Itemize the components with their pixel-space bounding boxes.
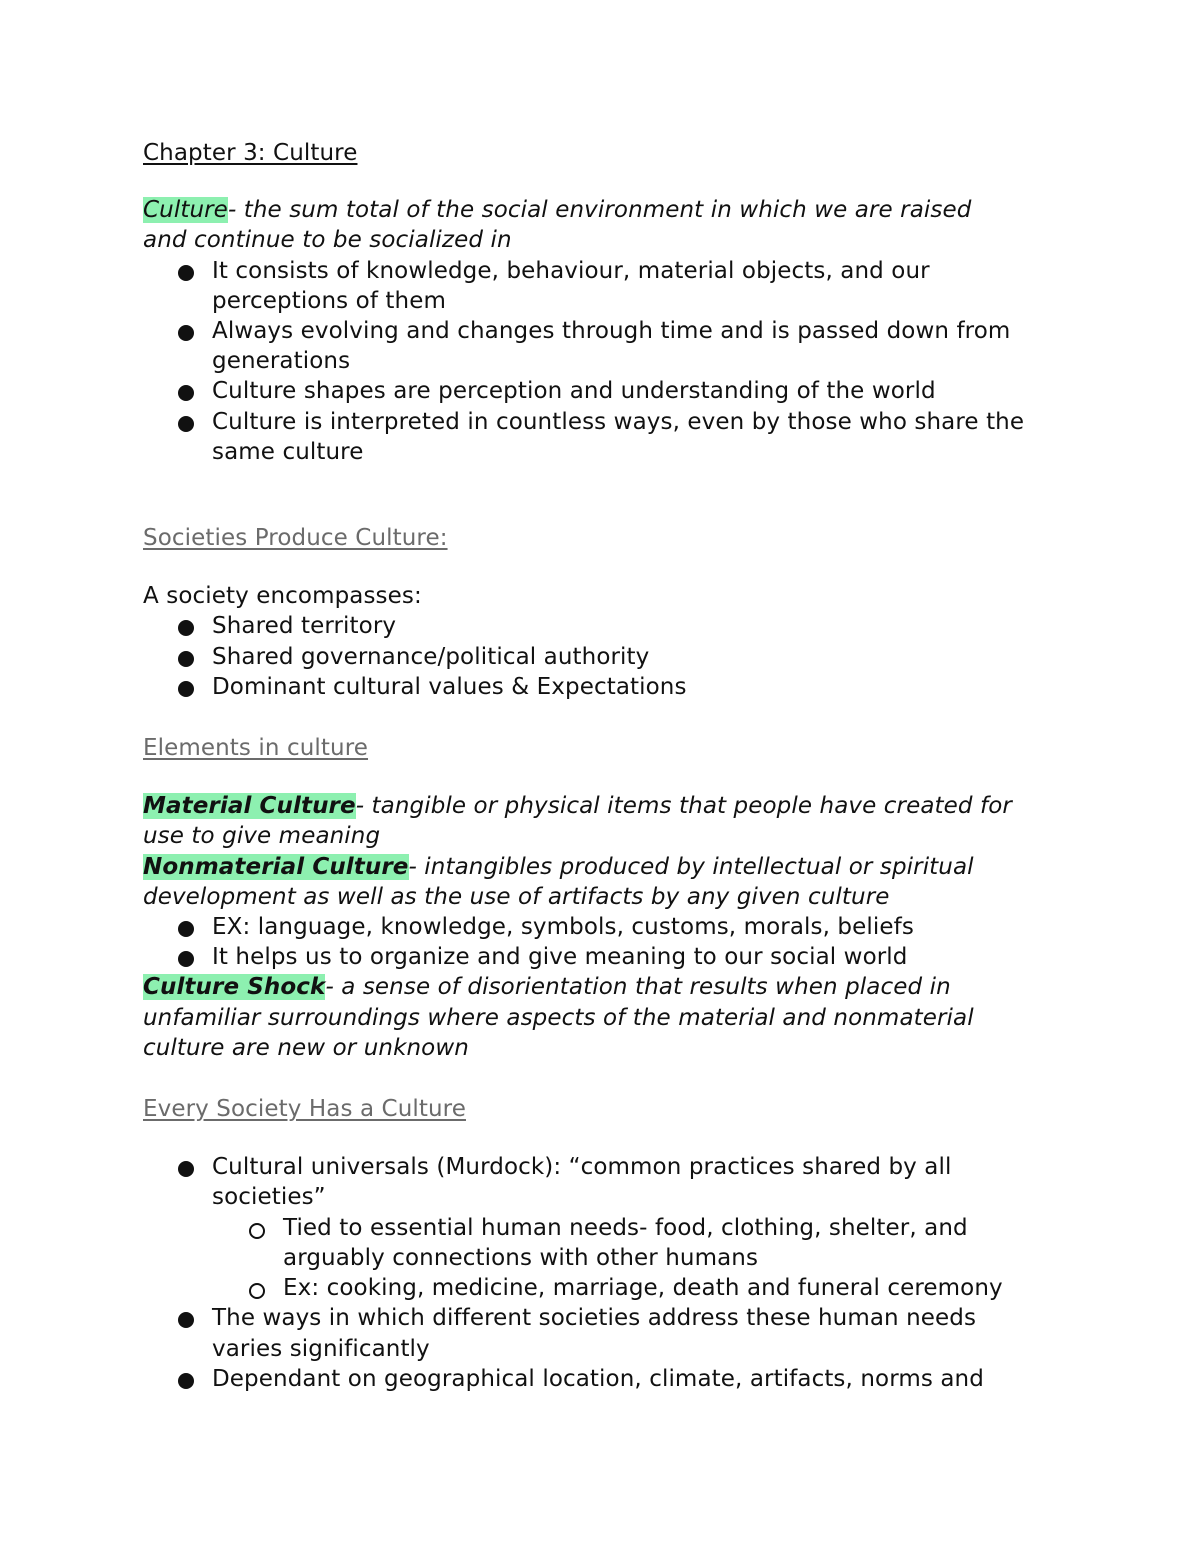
universals-sub-list (212, 1213, 1063, 1304)
nonmaterial-bullet-list (143, 912, 1063, 972)
material-culture-line-1: Material Culture- tangible or physical items that people have created for (143, 793, 1012, 820)
culture-definition-line-1 (143, 195, 1063, 225)
spacer (143, 1063, 1063, 1094)
spacer (143, 467, 1063, 523)
spacer (143, 1124, 1063, 1152)
list-item: It consists of knowledge, behaviour, material objects, and our perceptions of them (143, 256, 1063, 316)
list-item: EX: language, knowledge, symbols, customs, morals, beliefs (143, 912, 1063, 942)
nonmaterial-culture-term: Nonmaterial Culture (143, 853, 409, 880)
list-item: Dependant on geographical location, climate, artifacts, norms and (143, 1364, 1063, 1394)
material-culture-line-2: use to give meaning (143, 823, 381, 850)
spacer (143, 702, 1063, 733)
document-page (143, 138, 1063, 1394)
culture-shock-line-2: unfamiliar surroundings where aspects of the material and nonmaterial (143, 1004, 974, 1031)
list-item: Culture is interpreted in countless ways, even by those who share the same culture (143, 407, 1063, 467)
culture-definition-line-2: and continue to be socialized in (143, 227, 512, 254)
spacer (143, 763, 1063, 791)
section-heading-societies: Societies Produce Culture: (143, 525, 448, 552)
page-title: Chapter 3: Culture (143, 140, 358, 166)
every-society-bullet-list (143, 1152, 1063, 1394)
sub-list-item: Ex: cooking, medicine, marriage, death and funeral ceremony (212, 1273, 1063, 1303)
list-item: Dominant cultural values & Expectations (143, 672, 1063, 702)
culture-definition-text: - the sum total of the social environment in which we are raised (227, 197, 972, 224)
material-culture-term: Material Culture (143, 793, 356, 820)
sub-list-item: Tied to essential human needs- food, clothing, shelter, and arguably connections with other humans (212, 1213, 1063, 1273)
list-item: The ways in which different societies address these human needs varies significantly (143, 1303, 1063, 1363)
societies-bullet-list (143, 611, 1063, 702)
list-item: Shared governance/political authority (143, 642, 1063, 672)
culture-shock-term: Culture Shock (143, 974, 326, 1001)
list-item: Shared territory (143, 611, 1063, 641)
list-item: Culture shapes are perception and understanding of the world (143, 376, 1063, 406)
nonmaterial-culture-line-1: Nonmaterial Culture- intangibles produced by intellectual or spiritual (143, 853, 974, 880)
section-heading-elements: Elements in culture (143, 735, 369, 762)
culture-shock-line-1: Culture Shock- a sense of disorientation that results when placed in (143, 974, 951, 1001)
culture-term: Culture (143, 197, 228, 224)
societies-intro: A society encompasses: (143, 583, 422, 610)
culture-shock-line-3: culture are new or unknown (143, 1034, 469, 1061)
culture-bullet-list (143, 256, 1063, 467)
list-item: Cultural universals (Murdock): “common practices shared by all societies” Tied to essential human needs- food, clothing, shelter, and arguably connections with other humans Ex: cooking, medicine, marriage, death and funeral ceremony (143, 1152, 1063, 1303)
list-item: It helps us to organize and give meaning to our social world (143, 942, 1063, 972)
section-heading-every-society: Every Society Has a Culture (143, 1096, 466, 1123)
nonmaterial-culture-line-2: development as well as the use of artifacts by any given culture (143, 883, 890, 910)
spacer (143, 553, 1063, 581)
list-item: Always evolving and changes through time and is passed down from generations (143, 316, 1063, 376)
